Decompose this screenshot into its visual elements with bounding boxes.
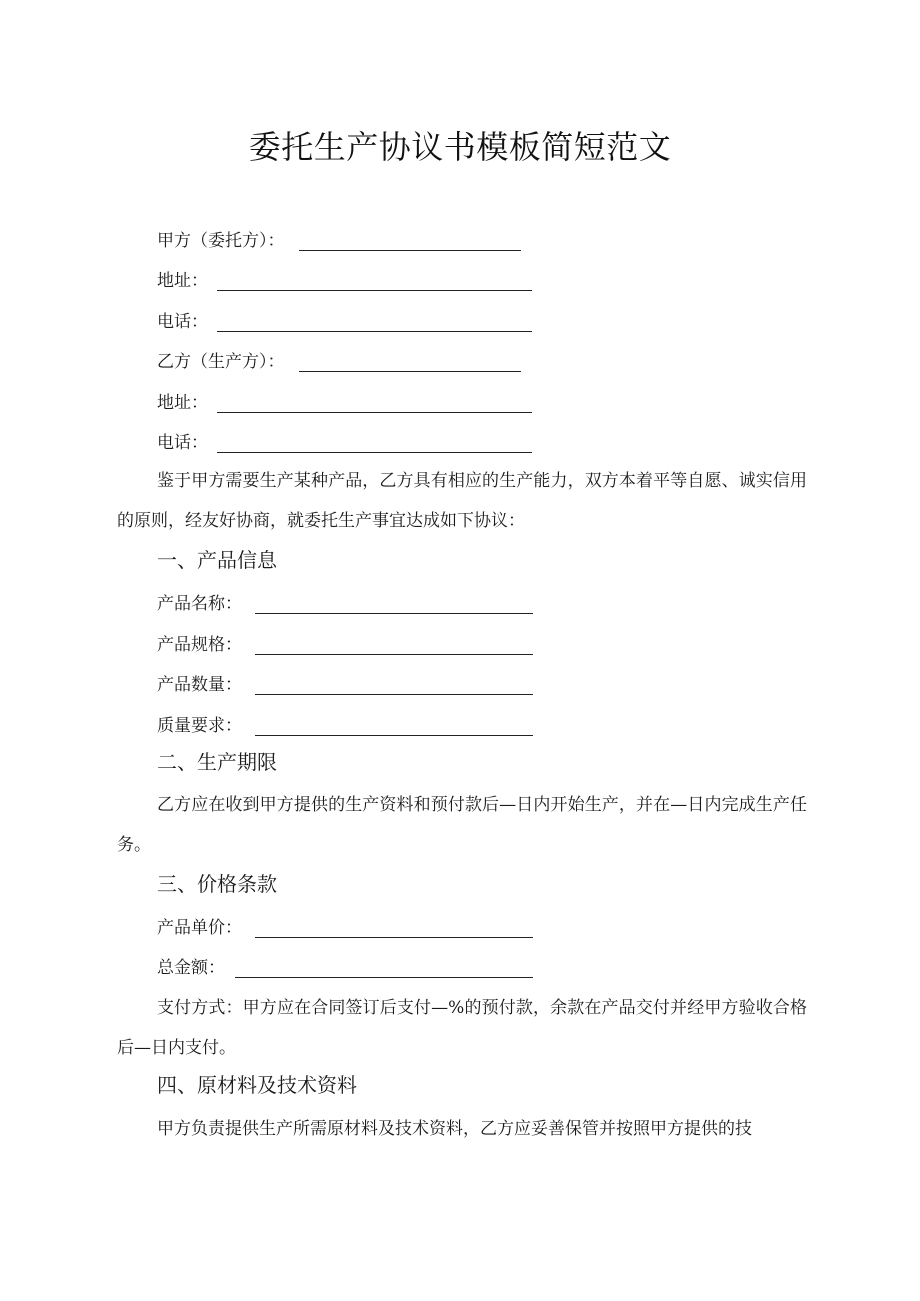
quality-label: 质量要求： [157,716,242,736]
party-a-blank[interactable] [299,250,521,251]
party-b-phone-label: 电话： [157,433,208,453]
party-b-label: 乙方（生产方）： [157,352,285,372]
party-a-phone-label: 电话： [157,312,208,332]
section-3-heading: 三、价格条款 [157,872,277,896]
product-name-blank[interactable] [255,613,533,614]
party-a-address-blank[interactable] [217,290,532,291]
party-b-address-label: 地址： [157,393,208,413]
party-a-label: 甲方（委托方）： [157,231,285,251]
party-a-address-field [157,268,532,294]
unit-price-field [157,915,533,941]
party-b-phone-blank[interactable] [217,452,532,453]
section-2-paragraph: 乙方应在收到甲方提供的生产资料和预付款后—日内开始生产，并在—日内完成生产任务。 [117,795,807,855]
document-title: 委托生产协议书模板简短范文 [248,128,672,166]
section-1-heading: 一、产品信息 [157,548,277,572]
product-qty-blank[interactable] [255,694,533,695]
total-amount-blank[interactable] [235,977,533,978]
unit-price-blank[interactable] [255,937,533,938]
product-spec-label: 产品规格： [157,635,242,655]
total-amount-label: 总金额： [157,958,225,978]
party-b-field [157,349,521,375]
section-4-heading: 四、原材料及技术资料 [157,1073,357,1097]
preamble-paragraph: 鉴于甲方需要生产某种产品，乙方具有相应的生产能力，双方本着平等自愿、诚实信用的原则，经友好协商，就委托生产事宜达成如下协议： [117,471,807,531]
product-spec-field [157,632,533,658]
party-a-phone-blank[interactable] [217,331,532,332]
section-4-paragraph: 甲方负责提供生产所需原材料及技术资料，乙方应妥善保管并按照甲方提供的技 [157,1119,752,1139]
product-qty-label: 产品数量： [157,675,242,695]
product-name-label: 产品名称： [157,594,242,614]
party-a-phone-field [157,309,532,335]
product-qty-field [157,672,533,698]
party-b-blank[interactable] [299,371,521,372]
payment-paragraph: 支付方式：甲方应在合同签订后支付—%的预付款，余款在产品交付并经甲方验收合格后—日内支付。 [117,998,807,1058]
party-a-address-label: 地址： [157,271,208,291]
total-amount-field [157,955,533,981]
unit-price-label: 产品单价： [157,918,242,938]
quality-field [157,713,533,739]
party-a-field [157,228,521,254]
party-b-address-blank[interactable] [217,412,532,413]
section-2-heading: 二、生产期限 [157,750,277,774]
quality-blank[interactable] [255,735,533,736]
product-name-field [157,591,533,617]
party-b-phone-field [157,430,532,456]
product-spec-blank[interactable] [255,654,533,655]
party-b-address-field [157,390,532,416]
